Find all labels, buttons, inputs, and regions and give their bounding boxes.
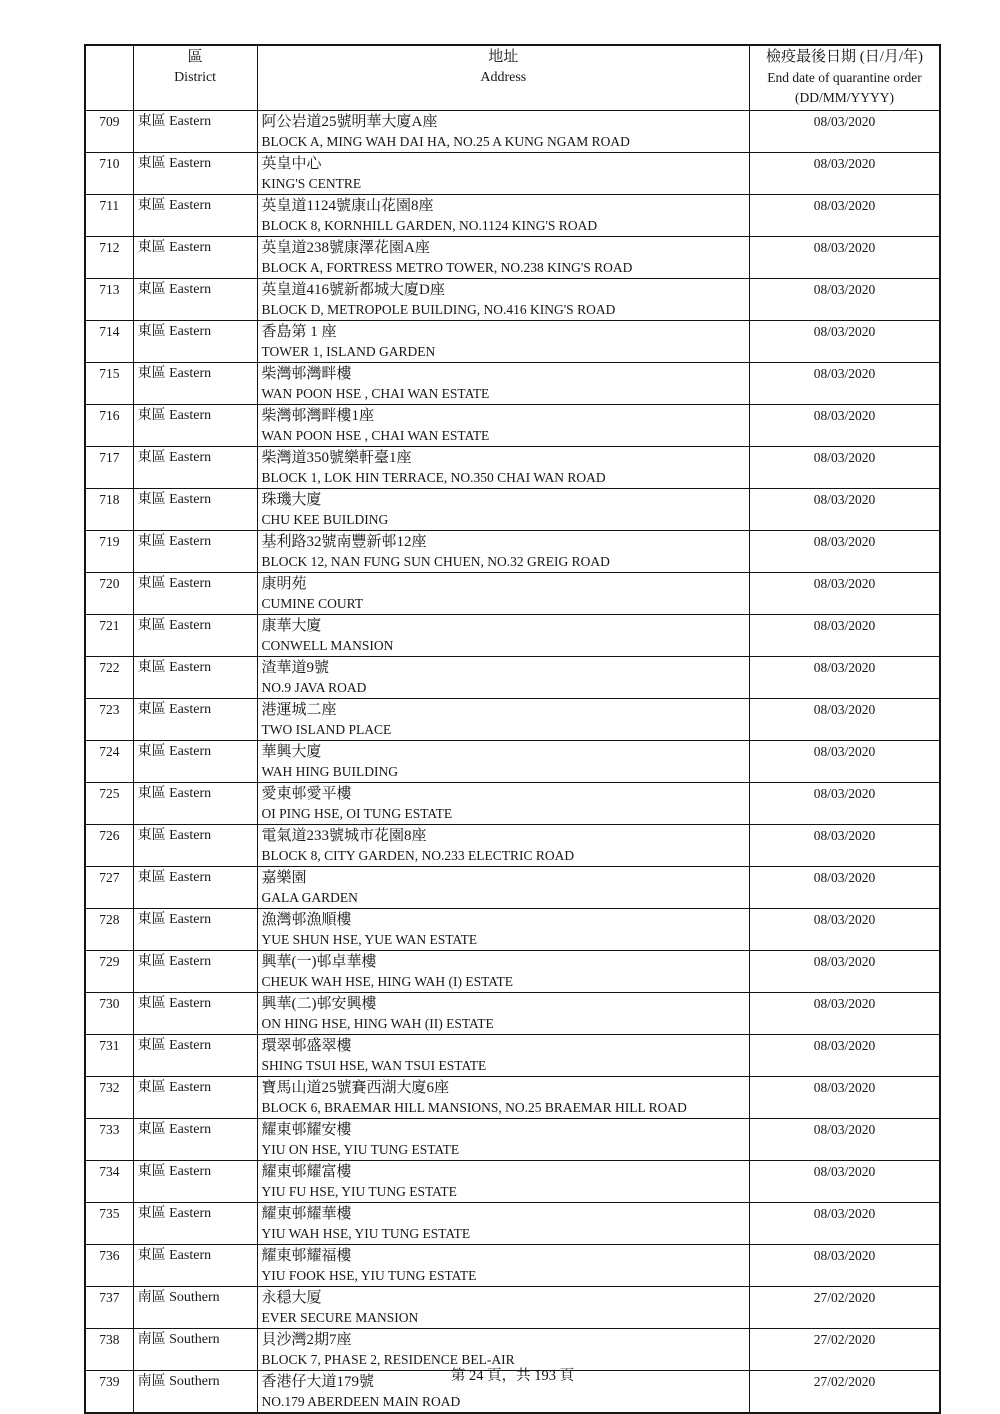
address-cell <box>257 321 750 363</box>
table-row <box>85 1035 940 1077</box>
table-row <box>85 1329 940 1371</box>
date-cell: 08/03/2020 <box>750 321 940 363</box>
row-number-cell: 710 <box>85 153 133 195</box>
address-chinese: 康華大廈 <box>261 618 322 634</box>
address-chinese: 興華(一)邨卓華樓 <box>261 954 377 970</box>
row-number-cell: 738 <box>85 1329 133 1371</box>
address-english: WAN POON HSE , CHAI WAN ESTATE <box>261 386 490 401</box>
district-cell: 東區 Eastern <box>133 867 257 909</box>
row-number-cell: 728 <box>85 909 133 951</box>
address-cell <box>257 531 750 573</box>
address-chinese: 寶馬山道25號賽西湖大廈6座 <box>261 1080 450 1096</box>
address-cell <box>257 279 750 321</box>
address-english: BLOCK 7, PHASE 2, RESIDENCE BEL-AIR <box>261 1352 515 1367</box>
address-english: BLOCK 6, BRAEMAR HILL MANSIONS, NO.25 BRAEMAR HILL ROAD <box>261 1100 687 1115</box>
quarantine-table <box>84 44 941 1414</box>
row-number-cell: 721 <box>85 615 133 657</box>
row-number-cell: 731 <box>85 1035 133 1077</box>
row-number-cell: 722 <box>85 657 133 699</box>
table-row <box>85 573 940 615</box>
table-row <box>85 1161 940 1203</box>
date-cell: 08/03/2020 <box>750 195 940 237</box>
district-cell: 東區 Eastern <box>133 1119 257 1161</box>
row-number-cell: 716 <box>85 405 133 447</box>
table-row <box>85 237 940 279</box>
date-cell: 08/03/2020 <box>750 741 940 783</box>
table-row <box>85 1077 940 1119</box>
district-cell: 東區 Eastern <box>133 657 257 699</box>
address-chinese: 華興大廈 <box>261 744 322 760</box>
address-english: EVER SECURE MANSION <box>261 1310 419 1325</box>
table-row <box>85 111 940 153</box>
address-chinese: 香島第 1 座 <box>261 324 337 340</box>
district-cell: 東區 Eastern <box>133 447 257 489</box>
address-english: BLOCK 12, NAN FUNG SUN CHUEN, NO.32 GREIG ROAD <box>261 554 610 569</box>
district-cell: 東區 Eastern <box>133 153 257 195</box>
table-row <box>85 447 940 489</box>
row-number-cell: 732 <box>85 1077 133 1119</box>
address-english: BLOCK 8, KORNHILL GARDEN, NO.1124 KING'S ROAD <box>261 218 598 233</box>
date-cell: 08/03/2020 <box>750 1119 940 1161</box>
row-number-cell: 724 <box>85 741 133 783</box>
address-english: WAH HING BUILDING <box>261 764 398 779</box>
row-number-cell: 734 <box>85 1161 133 1203</box>
address-cell <box>257 1077 750 1119</box>
table-row <box>85 153 940 195</box>
date-cell: 08/03/2020 <box>750 867 940 909</box>
address-chinese: 永穏大厦 <box>261 1290 322 1306</box>
date-cell: 08/03/2020 <box>750 993 940 1035</box>
date-cell: 08/03/2020 <box>750 363 940 405</box>
address-chinese: 英皇道416號新都城大廈D座 <box>261 282 445 298</box>
district-cell: 東區 Eastern <box>133 531 257 573</box>
address-cell <box>257 951 750 993</box>
date-cell: 08/03/2020 <box>750 153 940 195</box>
address-cell <box>257 867 750 909</box>
address-cell <box>257 573 750 615</box>
district-cell: 南區 Southern <box>133 1371 257 1414</box>
header-address-en: Address <box>480 70 527 85</box>
address-cell <box>257 615 750 657</box>
table-row <box>85 1203 940 1245</box>
district-cell: 東區 Eastern <box>133 951 257 993</box>
address-chinese: 阿公岩道25號明華大廈A座 <box>261 114 438 130</box>
date-cell: 08/03/2020 <box>750 825 940 867</box>
address-chinese: 興華(二)邨安興樓 <box>261 996 377 1012</box>
district-cell: 東區 Eastern <box>133 1245 257 1287</box>
row-number-cell: 726 <box>85 825 133 867</box>
address-english: SHING TSUI HSE, WAN TSUI ESTATE <box>261 1058 487 1073</box>
row-number-cell: 718 <box>85 489 133 531</box>
address-cell <box>257 699 750 741</box>
district-cell: 東區 Eastern <box>133 993 257 1035</box>
address-chinese: 柴灣邨灣畔樓 <box>261 366 352 382</box>
row-number-cell: 717 <box>85 447 133 489</box>
date-cell: 08/03/2020 <box>750 279 940 321</box>
date-cell: 08/03/2020 <box>750 657 940 699</box>
district-cell: 東區 Eastern <box>133 573 257 615</box>
district-cell: 東區 Eastern <box>133 825 257 867</box>
district-cell: 東區 Eastern <box>133 405 257 447</box>
date-cell: 08/03/2020 <box>750 447 940 489</box>
address-cell <box>257 783 750 825</box>
date-cell: 08/03/2020 <box>750 1203 940 1245</box>
district-cell: 東區 Eastern <box>133 489 257 531</box>
row-number-cell: 719 <box>85 531 133 573</box>
address-english: BLOCK 1, LOK HIN TERRACE, NO.350 CHAI WAN ROAD <box>261 470 606 485</box>
header-date-en: End date of quarantine order <box>767 70 922 85</box>
district-cell: 東區 Eastern <box>133 783 257 825</box>
address-cell <box>257 237 750 279</box>
address-cell <box>257 363 750 405</box>
address-chinese: 基利路32號南豐新邨12座 <box>261 534 427 550</box>
date-cell: 08/03/2020 <box>750 783 940 825</box>
address-cell <box>257 825 750 867</box>
address-chinese: 英皇道1124號康山花園8座 <box>261 198 434 214</box>
address-cell <box>257 1203 750 1245</box>
address-chinese: 港運城二座 <box>261 702 337 718</box>
row-number-cell: 715 <box>85 363 133 405</box>
header-district-en: District <box>174 70 217 85</box>
row-number-cell: 730 <box>85 993 133 1035</box>
date-cell: 27/02/2020 <box>750 1371 940 1414</box>
table-row <box>85 489 940 531</box>
date-cell: 08/03/2020 <box>750 909 940 951</box>
date-cell: 27/02/2020 <box>750 1329 940 1371</box>
address-cell <box>257 657 750 699</box>
address-english: NO.179 ABERDEEN MAIN ROAD <box>261 1394 461 1409</box>
date-cell: 08/03/2020 <box>750 531 940 573</box>
row-number-cell: 739 <box>85 1371 133 1414</box>
address-english: BLOCK D, METROPOLE BUILDING, NO.416 KING'S ROAD <box>261 302 616 317</box>
table-row <box>85 699 940 741</box>
address-chinese: 電氣道233號城市花園8座 <box>261 828 427 844</box>
district-cell: 東區 Eastern <box>133 1035 257 1077</box>
table-row <box>85 1119 940 1161</box>
date-cell: 08/03/2020 <box>750 699 940 741</box>
district-cell: 東區 Eastern <box>133 741 257 783</box>
header-district-zh: 區 <box>187 49 203 65</box>
address-cell <box>257 1119 750 1161</box>
address-english: CHU KEE BUILDING <box>261 512 389 527</box>
address-cell <box>257 993 750 1035</box>
address-english: YIU WAH HSE, YIU TUNG ESTATE <box>261 1226 471 1241</box>
address-chinese: 愛東邨愛平樓 <box>261 786 352 802</box>
table-row <box>85 909 940 951</box>
table-row <box>85 321 940 363</box>
header-address-zh: 地址 <box>488 49 519 65</box>
date-cell: 27/02/2020 <box>750 1287 940 1329</box>
address-chinese: 康明苑 <box>261 576 307 592</box>
row-number-cell: 711 <box>85 195 133 237</box>
address-chinese: 珠璣大廈 <box>261 492 322 508</box>
date-cell: 08/03/2020 <box>750 1161 940 1203</box>
address-english: TWO ISLAND PLACE <box>261 722 392 737</box>
address-cell <box>257 1329 750 1371</box>
header-date-zh: 檢疫最後日期 (日/月/年) <box>765 49 924 65</box>
address-chinese: 嘉樂園 <box>261 870 307 886</box>
table-row <box>85 363 940 405</box>
date-cell: 08/03/2020 <box>750 1035 940 1077</box>
date-cell: 08/03/2020 <box>750 111 940 153</box>
row-number-cell: 714 <box>85 321 133 363</box>
address-chinese: 柴灣邨灣畔樓1座 <box>261 408 375 424</box>
page-number: 第 24 頁，共 193 頁 <box>450 1368 575 1384</box>
address-cell <box>257 489 750 531</box>
address-chinese: 耀東邨耀華樓 <box>261 1206 352 1222</box>
date-cell: 08/03/2020 <box>750 615 940 657</box>
table-row <box>85 279 940 321</box>
row-number-cell: 736 <box>85 1245 133 1287</box>
address-chinese: 耀東邨耀富樓 <box>261 1164 352 1180</box>
address-english: BLOCK A, FORTRESS METRO TOWER, NO.238 KING'S ROAD <box>261 260 633 275</box>
header-address-cell <box>257 45 750 111</box>
address-cell <box>257 909 750 951</box>
address-chinese: 英皇中心 <box>261 156 322 172</box>
address-english: CHEUK WAH HSE, HING WAH (I) ESTATE <box>261 974 514 989</box>
header-index-cell <box>85 45 133 111</box>
header-date-cell <box>750 45 940 111</box>
table-row <box>85 1245 940 1287</box>
address-cell <box>257 153 750 195</box>
district-cell: 南區 Southern <box>133 1287 257 1329</box>
address-english: YIU FOOK HSE, YIU TUNG ESTATE <box>261 1268 477 1283</box>
district-cell: 東區 Eastern <box>133 237 257 279</box>
row-number-cell: 729 <box>85 951 133 993</box>
row-number-cell: 735 <box>85 1203 133 1245</box>
date-cell: 08/03/2020 <box>750 951 940 993</box>
district-cell: 東區 Eastern <box>133 363 257 405</box>
table-row <box>85 195 940 237</box>
date-cell: 08/03/2020 <box>750 489 940 531</box>
table-row <box>85 993 940 1035</box>
address-english: BLOCK A, MING WAH DAI HA, NO.25 A KUNG NGAM ROAD <box>261 134 630 149</box>
date-cell: 08/03/2020 <box>750 237 940 279</box>
address-chinese: 漁灣邨漁順樓 <box>261 912 352 928</box>
address-cell <box>257 111 750 153</box>
row-number-cell: 733 <box>85 1119 133 1161</box>
district-cell: 東區 Eastern <box>133 909 257 951</box>
row-number-cell: 723 <box>85 699 133 741</box>
address-chinese: 耀東邨耀安樓 <box>261 1122 352 1138</box>
address-cell <box>257 1161 750 1203</box>
address-english: KING'S CENTRE <box>261 176 362 191</box>
header-date-format: (DD/MM/YYYY) <box>795 90 895 105</box>
district-cell: 東區 Eastern <box>133 321 257 363</box>
address-english: BLOCK 8, CITY GARDEN, NO.233 ELECTRIC ROAD <box>261 848 575 863</box>
district-cell: 東區 Eastern <box>133 1203 257 1245</box>
district-cell: 東區 Eastern <box>133 195 257 237</box>
address-chinese: 貝沙灣2期7座 <box>261 1332 352 1348</box>
date-cell: 08/03/2020 <box>750 1245 940 1287</box>
district-cell: 東區 Eastern <box>133 1161 257 1203</box>
row-number-cell: 725 <box>85 783 133 825</box>
address-english: YUE SHUN HSE, YUE WAN ESTATE <box>261 932 478 947</box>
address-english: GALA GARDEN <box>261 890 358 905</box>
district-cell: 南區 Southern <box>133 1329 257 1371</box>
district-cell: 東區 Eastern <box>133 615 257 657</box>
address-english: TOWER 1, ISLAND GARDEN <box>261 344 436 359</box>
district-cell: 東區 Eastern <box>133 1077 257 1119</box>
address-english: YIU ON HSE, YIU TUNG ESTATE <box>261 1142 460 1157</box>
date-cell: 08/03/2020 <box>750 573 940 615</box>
table-row <box>85 783 940 825</box>
table-row <box>85 825 940 867</box>
table-row <box>85 657 940 699</box>
table-row <box>85 741 940 783</box>
table-header-row <box>85 45 940 111</box>
district-cell: 東區 Eastern <box>133 279 257 321</box>
address-chinese: 英皇道238號康澤花園A座 <box>261 240 430 256</box>
address-cell <box>257 1245 750 1287</box>
address-cell <box>257 195 750 237</box>
row-number-cell: 737 <box>85 1287 133 1329</box>
date-cell: 08/03/2020 <box>750 405 940 447</box>
row-number-cell: 712 <box>85 237 133 279</box>
district-cell: 東區 Eastern <box>133 699 257 741</box>
address-english: CUMINE COURT <box>261 596 364 611</box>
header-district-cell <box>133 45 257 111</box>
address-english: ON HING HSE, HING WAH (II) ESTATE <box>261 1016 494 1031</box>
table-row <box>85 1287 940 1329</box>
address-cell <box>257 1287 750 1329</box>
address-chinese: 環翠邨盛翠樓 <box>261 1038 352 1054</box>
address-chinese: 渣華道9號 <box>261 660 330 676</box>
table-row <box>85 531 940 573</box>
address-english: YIU FU HSE, YIU TUNG ESTATE <box>261 1184 457 1199</box>
row-number-cell: 727 <box>85 867 133 909</box>
address-cell <box>257 447 750 489</box>
table-row <box>85 615 940 657</box>
address-cell <box>257 1035 750 1077</box>
address-english: NO.9 JAVA ROAD <box>261 680 367 695</box>
address-chinese: 耀東邨耀福樓 <box>261 1248 352 1264</box>
address-english: OI PING HSE, OI TUNG ESTATE <box>261 806 453 821</box>
address-english: WAN POON HSE , CHAI WAN ESTATE <box>261 428 490 443</box>
row-number-cell: 713 <box>85 279 133 321</box>
row-number-cell: 709 <box>85 111 133 153</box>
address-chinese: 香港仔大道179號 <box>261 1374 375 1390</box>
row-number-cell: 720 <box>85 573 133 615</box>
table-row <box>85 867 940 909</box>
date-cell: 08/03/2020 <box>750 1077 940 1119</box>
address-chinese: 柴灣道350號樂軒臺1座 <box>261 450 412 466</box>
address-cell <box>257 741 750 783</box>
table-row <box>85 405 940 447</box>
table-row <box>85 951 940 993</box>
address-english: CONWELL MANSION <box>261 638 394 653</box>
district-cell: 東區 Eastern <box>133 111 257 153</box>
address-cell <box>257 405 750 447</box>
